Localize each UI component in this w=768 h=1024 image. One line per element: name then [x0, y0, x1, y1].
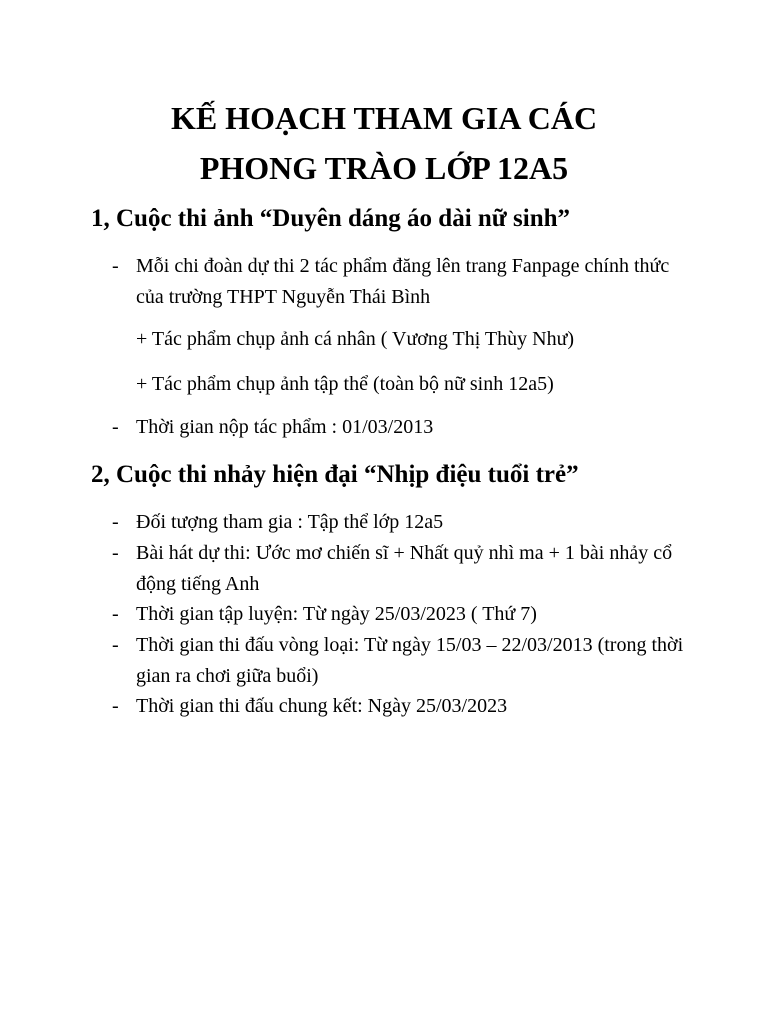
bullet-text: Thời gian thi đấu vòng loại: Từ ngày 15/03 – 22/03/2013 (trong thời gian ra chơi giữa buổi) — [136, 634, 684, 687]
section-1-bullet-1 — [112, 251, 692, 313]
bullet-text: Thời gian tập luyện: Từ ngày 25/03/2023 ( Thứ 7) — [136, 603, 537, 625]
section-2-bullet-1 — [112, 507, 692, 538]
bullet-marker: - — [112, 542, 119, 564]
section-2-heading: 2, Cuộc thi nhảy hiện đại “Nhịp điệu tuổi trẻ” — [91, 461, 579, 488]
section-2-bullet-3 — [112, 599, 692, 630]
bullet-marker: - — [112, 511, 119, 533]
bullet-text: Mỗi chi đoàn dự thi 2 tác phẩm đăng lên trang Fanpage chính thức của trường THPT Nguyễn Thái Bình — [136, 255, 670, 308]
section-1-bullet-2 — [112, 412, 692, 443]
bullet-text: Bài hát dự thi: Ước mơ chiến sĩ + Nhất quỷ nhì ma + 1 bài nhảy cổ động tiếng Anh — [136, 542, 673, 595]
bullet-marker: - — [112, 255, 119, 277]
bullet-marker: - — [112, 634, 119, 656]
bullet-text: Thời gian thi đấu chung kết: Ngày 25/03/2023 — [136, 695, 508, 717]
section-1-sub-item-2: + Tác phẩm chụp ảnh tập thể (toàn bộ nữ sinh 12a5) — [136, 373, 554, 395]
document-title — [0, 93, 768, 193]
section-2-bullet-2 — [112, 538, 692, 600]
section-1-sub-item-1: + Tác phẩm chụp ảnh cá nhân ( Vương Thị Thùy Như) — [136, 328, 575, 350]
bullet-marker: - — [112, 695, 119, 717]
bullet-marker: - — [112, 603, 119, 625]
bullet-marker: - — [112, 416, 119, 438]
section-1-heading: 1, Cuộc thi ảnh “Duyên dáng áo dài nữ sinh” — [91, 205, 571, 232]
title-line-1: KẾ HOẠCH THAM GIA CÁC — [170, 100, 598, 136]
title-line-2: PHONG TRÀO LỚP 12A5 — [199, 150, 569, 186]
bullet-text: Thời gian nộp tác phẩm : 01/03/2013 — [136, 416, 434, 438]
bullet-text: Đối tượng tham gia : Tập thể lớp 12a5 — [136, 511, 444, 533]
section-2-bullet-4 — [112, 630, 692, 692]
section-2-bullet-5 — [112, 691, 692, 722]
